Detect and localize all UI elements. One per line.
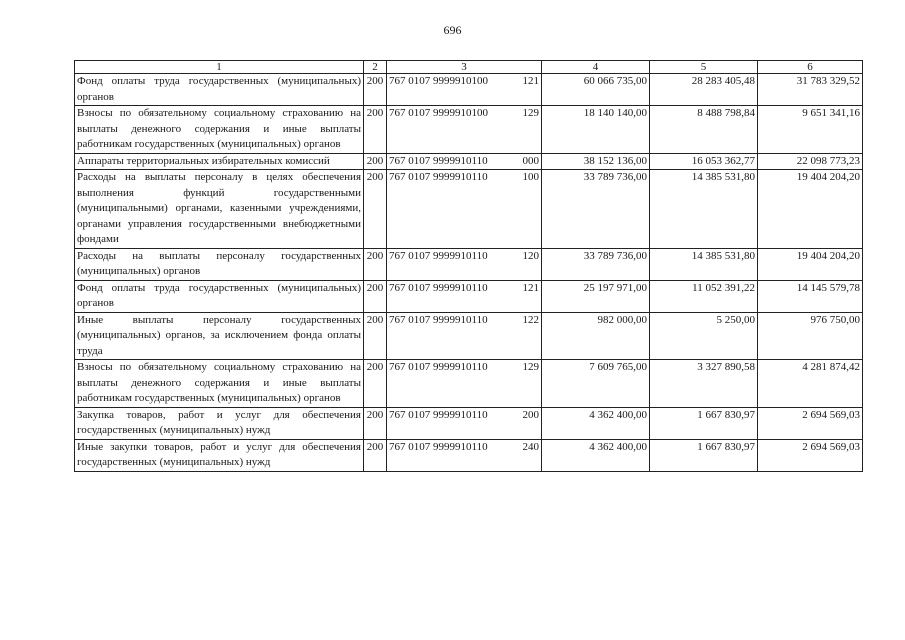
expense-name: Расходы на выплаты персоналу в целях обеспечения выполнения функций государственными (муниципальными) органами, казенными учреждениями, органами управления государственными внебюджетными фондами — [75, 170, 364, 249]
table-row — [75, 170, 863, 249]
expense-name: Взносы по обязательному социальному страхованию на выплаты денежного содержания и иные выплаты работникам государственных (муниципальных) органов — [75, 106, 364, 154]
amount-col-5: 1 667 830,97 — [650, 439, 758, 471]
admin-code: 200 — [364, 312, 387, 360]
amount-col-6: 19 404 204,20 — [758, 248, 863, 280]
amount-col-5: 11 052 391,22 — [650, 280, 758, 312]
budget-table — [74, 60, 863, 472]
amount-col-6: 31 783 329,52 — [758, 74, 863, 106]
budget-classification-code — [387, 74, 542, 106]
kbk-code: 767 0107 9999910110 — [389, 249, 488, 262]
expense-type-code: 122 — [522, 313, 539, 326]
header-cell-5: 5 — [650, 61, 758, 74]
expense-name: Фонд оплаты труда государственных (муниципальных) органов — [75, 74, 364, 106]
amount-col-6: 2 694 569,03 — [758, 439, 863, 471]
admin-code: 200 — [364, 439, 387, 471]
amount-col-4: 33 789 736,00 — [542, 170, 650, 249]
expense-type-code: 100 — [522, 171, 539, 183]
kbk-code: 767 0107 9999910110 — [389, 313, 488, 326]
expense-type-code: 121 — [522, 75, 539, 87]
amount-col-5: 3 327 890,58 — [650, 360, 758, 408]
expense-name: Взносы по обязательному социальному страхованию на выплаты денежного содержания и иные выплаты работникам государственных (муниципальных) органов — [75, 360, 364, 408]
amount-col-5: 5 250,00 — [650, 312, 758, 360]
amount-col-4: 7 609 765,00 — [542, 360, 650, 408]
budget-classification-code — [387, 439, 542, 471]
kbk-code: 767 0107 9999910110 — [389, 171, 488, 183]
amount-col-4: 25 197 971,00 — [542, 280, 650, 312]
kbk-code: 767 0107 9999910110 — [389, 281, 488, 294]
page-number: 696 — [443, 23, 462, 37]
table-row — [75, 153, 863, 170]
expense-type-code: 240 — [522, 440, 539, 453]
amount-col-5: 8 488 798,84 — [650, 106, 758, 154]
amount-col-5: 14 385 531,80 — [650, 248, 758, 280]
amount-col-4: 982 000,00 — [542, 312, 650, 360]
budget-classification-code — [387, 153, 542, 170]
amount-col-6: 14 145 579,78 — [758, 280, 863, 312]
header-cell-1: 1 — [75, 61, 364, 74]
kbk-code: 767 0107 9999910100 — [389, 107, 488, 119]
admin-code: 200 — [364, 170, 387, 249]
amount-col-5: 14 385 531,80 — [650, 170, 758, 249]
admin-code: 200 — [364, 360, 387, 408]
budget-classification-code — [387, 170, 542, 249]
budget-classification-code — [387, 312, 542, 360]
amount-col-6: 19 404 204,20 — [758, 170, 863, 249]
amount-col-5: 16 053 362,77 — [650, 153, 758, 170]
expense-name: Иные выплаты персоналу государственных (муниципальных) органов, за исключением фонда оплаты труда — [75, 312, 364, 360]
expense-name: Закупка товаров, работ и услуг для обеспечения государственных (муниципальных) нужд — [75, 407, 364, 439]
admin-code: 200 — [364, 407, 387, 439]
amount-col-4: 4 362 400,00 — [542, 407, 650, 439]
header-cell-2: 2 — [364, 61, 387, 74]
amount-col-6: 22 098 773,23 — [758, 153, 863, 170]
admin-code: 200 — [364, 106, 387, 154]
amount-col-5: 1 667 830,97 — [650, 407, 758, 439]
amount-col-4: 4 362 400,00 — [542, 439, 650, 471]
amount-col-4: 33 789 736,00 — [542, 248, 650, 280]
amount-col-6: 2 694 569,03 — [758, 407, 863, 439]
amount-col-5: 28 283 405,48 — [650, 74, 758, 106]
expense-type-code: 200 — [522, 408, 539, 421]
table-row — [75, 360, 863, 408]
expense-name: Аппараты территориальных избирательных комиссий — [75, 153, 364, 170]
expense-type-code: 129 — [522, 361, 539, 373]
budget-classification-code — [387, 280, 542, 312]
table-row — [75, 407, 863, 439]
admin-code: 200 — [364, 74, 387, 106]
admin-code: 200 — [364, 248, 387, 280]
kbk-code: 767 0107 9999910110 — [389, 154, 488, 167]
table-row — [75, 106, 863, 154]
amount-col-4: 60 066 735,00 — [542, 74, 650, 106]
header-row — [75, 61, 863, 74]
expense-type-code: 121 — [522, 281, 539, 294]
budget-classification-code — [387, 248, 542, 280]
budget-classification-code — [387, 407, 542, 439]
admin-code: 200 — [364, 153, 387, 170]
amount-col-4: 18 140 140,00 — [542, 106, 650, 154]
table-row — [75, 312, 863, 360]
admin-code: 200 — [364, 280, 387, 312]
budget-classification-code — [387, 360, 542, 408]
amount-col-6: 4 281 874,42 — [758, 360, 863, 408]
amount-col-6: 976 750,00 — [758, 312, 863, 360]
expense-name: Фонд оплаты труда государственных (муниципальных) органов — [75, 280, 364, 312]
kbk-code: 767 0107 9999910110 — [389, 440, 488, 453]
expense-name: Расходы на выплаты персоналу государственных (муниципальных) органов — [75, 248, 364, 280]
table-row — [75, 439, 863, 471]
kbk-code: 767 0107 9999910100 — [389, 75, 488, 87]
expense-name: Иные закупки товаров, работ и услуг для обеспечения государственных (муниципальных) нужд — [75, 439, 364, 471]
table-row — [75, 248, 863, 280]
header-cell-6: 6 — [758, 61, 863, 74]
amount-col-6: 9 651 341,16 — [758, 106, 863, 154]
header-cell-4: 4 — [542, 61, 650, 74]
expense-type-code: 000 — [522, 154, 539, 167]
budget-classification-code — [387, 106, 542, 154]
kbk-code: 767 0107 9999910110 — [389, 361, 488, 373]
kbk-code: 767 0107 9999910110 — [389, 408, 488, 421]
table-row — [75, 280, 863, 312]
header-cell-3: 3 — [387, 61, 542, 74]
expense-type-code: 120 — [522, 249, 539, 262]
amount-col-4: 38 152 136,00 — [542, 153, 650, 170]
table-row — [75, 74, 863, 106]
expense-type-code: 129 — [522, 107, 539, 119]
